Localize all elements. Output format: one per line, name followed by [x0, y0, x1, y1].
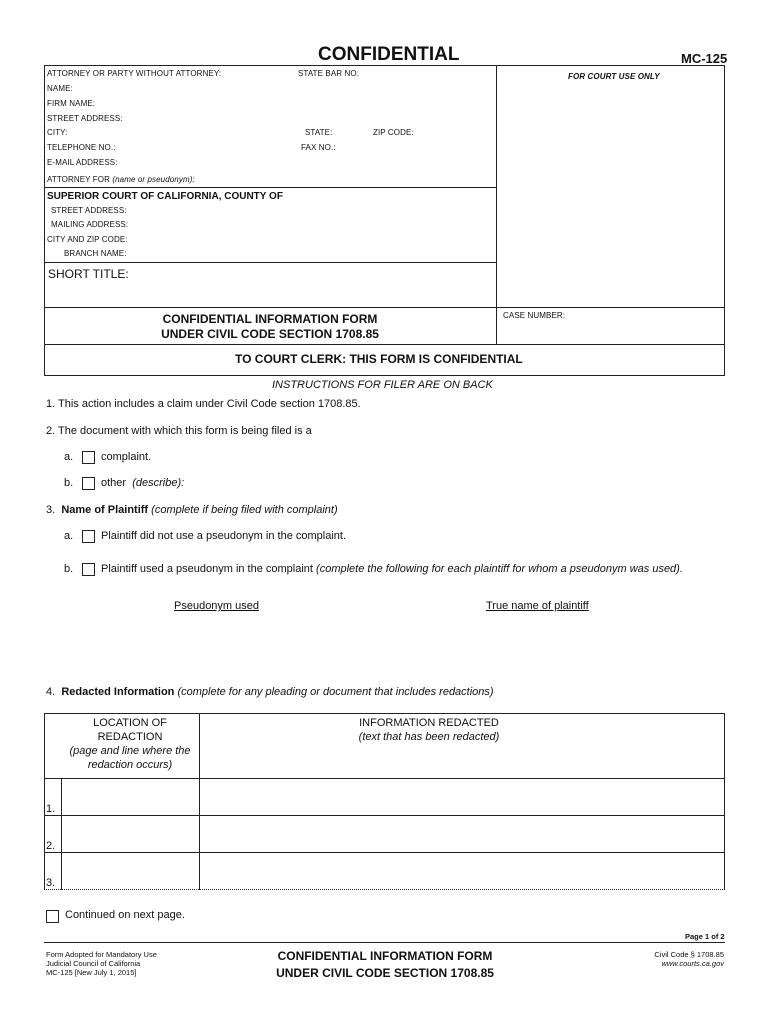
complaint-checkbox[interactable]: [82, 451, 95, 464]
table-left-border: [44, 713, 45, 890]
item-3-hint: (complete if being filed with complaint): [151, 504, 338, 516]
caption-bottom-border: [44, 375, 725, 376]
footer-council: Judicial Council of California: [46, 959, 141, 968]
city-label[interactable]: CITY:: [47, 128, 68, 137]
true-name-heading: True name of plaintiff: [486, 600, 589, 612]
form-title-line1: CONFIDENTIAL INFORMATION FORM: [162, 312, 378, 326]
location-header-line2: REDACTION: [97, 731, 163, 743]
court-bottom-rule: [44, 262, 496, 263]
table-row1-rule: [44, 815, 725, 816]
short-title-bottom-rule: [44, 307, 725, 308]
attorney-bottom-rule: [44, 187, 496, 188]
case-number-label[interactable]: CASE NUMBER:: [503, 311, 566, 320]
item-4: [46, 686, 494, 698]
state-label[interactable]: STATE:: [305, 128, 333, 137]
footer-right: [600, 950, 724, 968]
information-column-header: [198, 716, 722, 744]
table-num-divider: [61, 778, 62, 890]
item-3b-text: [101, 563, 683, 575]
court-heading: SUPERIOR COURT OF CALIFORNIA, COUNTY OF: [47, 191, 283, 202]
email-label[interactable]: E-MAIL ADDRESS:: [47, 158, 118, 167]
caption-right-border: [724, 65, 725, 376]
footer-revision: MC-125 [New July 1, 2015]: [46, 968, 137, 977]
clerk-notice: TO COURT CLERK: THIS FORM IS CONFIDENTIAL: [235, 352, 523, 366]
court-branch-label[interactable]: BRANCH NAME:: [64, 249, 127, 258]
footer-citation: Civil Code § 1708.85: [654, 950, 724, 959]
item-4-hint: (complete for any pleading or document that includes redactions): [177, 686, 494, 698]
item-2: 2. The document with which this form is being filed is a: [46, 425, 312, 437]
table-row-number: 2.: [46, 840, 56, 852]
item-2b-text: [101, 477, 184, 489]
pseudonym-used-heading: Pseudonym used: [174, 600, 259, 612]
table-row-number: 3.: [46, 877, 56, 889]
item-2b-label: other: [101, 477, 127, 489]
attorney-for-hint: (name or pseudonym):: [112, 175, 195, 184]
table-row2-rule: [44, 852, 725, 853]
item-4-title: Redacted Information: [61, 686, 175, 698]
street-address-label[interactable]: STREET ADDRESS:: [47, 114, 123, 123]
table-right-border: [724, 713, 725, 890]
table-row-number: 1.: [46, 803, 56, 815]
location-header-line4: redaction occurs): [87, 759, 173, 771]
other-checkbox[interactable]: [82, 477, 95, 490]
zip-code-label[interactable]: ZIP CODE:: [373, 128, 414, 137]
item-3-number: 3.: [46, 504, 56, 516]
court-mailing-label[interactable]: MAILING ADDRESS:: [51, 220, 129, 229]
attorney-heading: ATTORNEY OR PARTY WITHOUT ATTORNEY:: [47, 69, 222, 78]
instructions-note: INSTRUCTIONS FOR FILER ARE ON BACK: [272, 379, 493, 391]
caption-left-border: [44, 65, 45, 376]
information-header-line2: (text that has been redacted): [358, 731, 500, 743]
telephone-label[interactable]: TELEPHONE NO.:: [47, 143, 116, 152]
location-header-line3: (page and line where the: [69, 745, 191, 757]
continued-checkbox[interactable]: [46, 910, 59, 923]
item-2b-letter: b.: [64, 477, 74, 489]
form-number: MC-125: [681, 51, 728, 66]
short-title-label[interactable]: SHORT TITLE:: [48, 267, 129, 281]
footer-adopted: Form Adopted for Mandatory Use: [46, 950, 157, 959]
footer-website[interactable]: www.courts.ca.gov: [661, 959, 724, 968]
footer-rule: [44, 942, 725, 943]
fax-label[interactable]: FAX NO.:: [301, 143, 336, 152]
item-3: [46, 504, 338, 516]
item-3a-text: Plaintiff did not use a pseudonym in the complaint.: [101, 530, 347, 542]
court-street-label[interactable]: STREET ADDRESS:: [51, 206, 127, 215]
table-bottom-border: [44, 889, 725, 890]
attorney-for-label[interactable]: [47, 175, 195, 184]
state-bar-label: STATE BAR NO:: [298, 69, 360, 78]
page-number: Page 1 of 2: [685, 932, 725, 941]
footer-left: [46, 950, 157, 977]
item-4-number: 4.: [46, 686, 56, 698]
footer-title: [235, 948, 535, 982]
information-header-line1: INFORMATION REDACTED: [359, 717, 499, 729]
court-use-divider: [496, 65, 497, 345]
page-title: CONFIDENTIAL: [318, 44, 460, 65]
no-pseudonym-checkbox[interactable]: [82, 530, 95, 543]
table-top-border: [44, 713, 725, 714]
caption-top-border: [44, 65, 725, 66]
item-2b-hint: (describe):: [132, 477, 185, 489]
form-title-bottom-rule: [44, 344, 725, 345]
item-1: 1. This action includes a claim under Civil Code section 1708.85.: [46, 398, 361, 410]
court-city-zip-label[interactable]: CITY AND ZIP CODE:: [47, 235, 128, 244]
attorney-for-text: ATTORNEY FOR: [47, 175, 110, 184]
name-label[interactable]: NAME:: [47, 84, 73, 93]
item-3a-letter: a.: [64, 530, 74, 542]
table-header-rule: [44, 778, 725, 779]
location-header-line1: LOCATION OF: [93, 717, 167, 729]
court-use-label: FOR COURT USE ONLY: [568, 72, 660, 81]
item-2a-text: complaint.: [101, 451, 152, 463]
footer-title-line2: UNDER CIVIL CODE SECTION 1708.85: [276, 966, 494, 980]
item-3b-label: Plaintiff used a pseudonym in the complaint: [101, 563, 313, 575]
footer-title-line1: CONFIDENTIAL INFORMATION FORM: [277, 949, 493, 963]
item-3-title: Name of Plaintiff: [61, 504, 149, 516]
pseudonym-checkbox[interactable]: [82, 563, 95, 576]
item-3b-letter: b.: [64, 563, 74, 575]
continued-label: Continued on next page.: [65, 909, 185, 921]
item-2a-letter: a.: [64, 451, 74, 463]
firm-name-label[interactable]: FIRM NAME:: [47, 99, 96, 108]
form-title-line2: UNDER CIVIL CODE SECTION 1708.85: [161, 327, 379, 341]
item-3b-hint: (complete the following for each plaintiff for whom a pseudonym was used).: [316, 563, 683, 575]
